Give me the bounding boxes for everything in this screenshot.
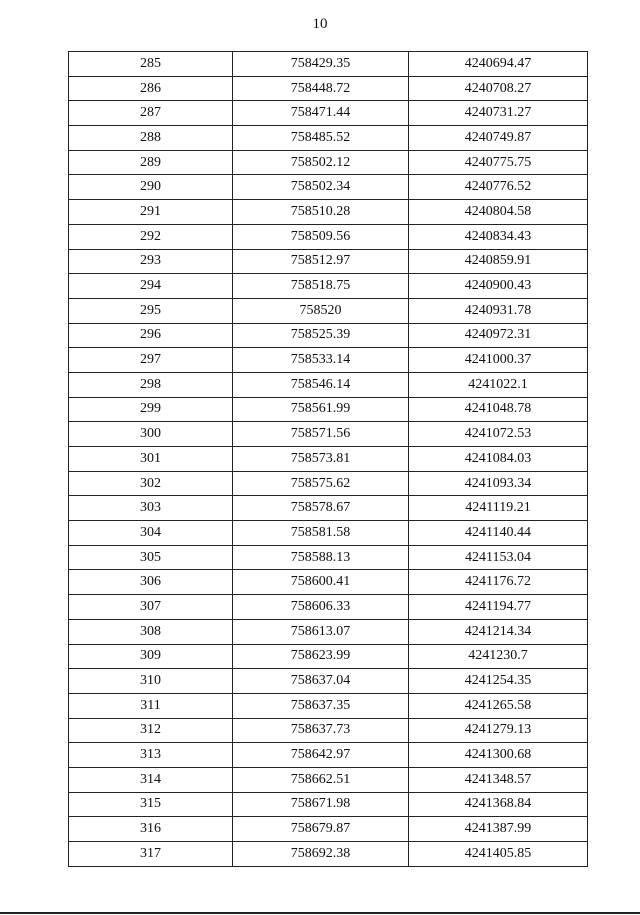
x-coordinate-cell: 758471.44 <box>233 101 409 126</box>
point-number-cell: 302 <box>69 471 233 496</box>
x-coordinate-cell: 758520 <box>233 298 409 323</box>
y-coordinate-cell: 4241214.34 <box>409 619 588 644</box>
y-coordinate-cell: 4241230.7 <box>409 644 588 669</box>
x-coordinate-cell: 758502.12 <box>233 150 409 175</box>
point-number-cell: 293 <box>69 249 233 274</box>
y-coordinate-cell: 4241387.99 <box>409 817 588 842</box>
x-coordinate-cell: 758518.75 <box>233 274 409 299</box>
point-number-cell: 301 <box>69 447 233 472</box>
table-row <box>69 101 588 126</box>
x-coordinate-cell: 758525.39 <box>233 323 409 348</box>
table-row <box>69 126 588 151</box>
table-row <box>69 249 588 274</box>
y-coordinate-cell: 4240972.31 <box>409 323 588 348</box>
x-coordinate-cell: 758613.07 <box>233 619 409 644</box>
point-number-cell: 311 <box>69 693 233 718</box>
point-number-cell: 287 <box>69 101 233 126</box>
x-coordinate-cell: 758692.38 <box>233 842 409 867</box>
y-coordinate-cell: 4241084.03 <box>409 447 588 472</box>
point-number-cell: 299 <box>69 397 233 422</box>
x-coordinate-cell: 758485.52 <box>233 126 409 151</box>
x-coordinate-cell: 758429.35 <box>233 52 409 77</box>
y-coordinate-cell: 4240776.52 <box>409 175 588 200</box>
point-number-cell: 285 <box>69 52 233 77</box>
x-coordinate-cell: 758578.67 <box>233 496 409 521</box>
x-coordinate-cell: 758637.35 <box>233 693 409 718</box>
x-coordinate-cell: 758575.62 <box>233 471 409 496</box>
table-row <box>69 447 588 472</box>
x-coordinate-cell: 758561.99 <box>233 397 409 422</box>
y-coordinate-cell: 4240931.78 <box>409 298 588 323</box>
point-number-cell: 316 <box>69 817 233 842</box>
x-coordinate-cell: 758637.73 <box>233 718 409 743</box>
point-number-cell: 289 <box>69 150 233 175</box>
point-number-cell: 294 <box>69 274 233 299</box>
point-number-cell: 288 <box>69 126 233 151</box>
y-coordinate-cell: 4240834.43 <box>409 224 588 249</box>
table-row <box>69 743 588 768</box>
y-coordinate-cell: 4240775.75 <box>409 150 588 175</box>
point-number-cell: 305 <box>69 545 233 570</box>
y-coordinate-cell: 4240708.27 <box>409 76 588 101</box>
x-coordinate-cell: 758512.97 <box>233 249 409 274</box>
point-number-cell: 308 <box>69 619 233 644</box>
y-coordinate-cell: 4241254.35 <box>409 669 588 694</box>
y-coordinate-cell: 4241140.44 <box>409 521 588 546</box>
point-number-cell: 306 <box>69 570 233 595</box>
table-row <box>69 224 588 249</box>
table-row <box>69 644 588 669</box>
y-coordinate-cell: 4241176.72 <box>409 570 588 595</box>
y-coordinate-cell: 4240859.91 <box>409 249 588 274</box>
point-number-cell: 290 <box>69 175 233 200</box>
y-coordinate-cell: 4241300.68 <box>409 743 588 768</box>
x-coordinate-cell: 758606.33 <box>233 595 409 620</box>
y-coordinate-cell: 4241368.84 <box>409 792 588 817</box>
x-coordinate-cell: 758510.28 <box>233 200 409 225</box>
table-row <box>69 422 588 447</box>
y-coordinate-cell: 4241279.13 <box>409 718 588 743</box>
x-coordinate-cell: 758662.51 <box>233 767 409 792</box>
point-number-cell: 295 <box>69 298 233 323</box>
y-coordinate-cell: 4241072.53 <box>409 422 588 447</box>
x-coordinate-cell: 758502.34 <box>233 175 409 200</box>
x-coordinate-cell: 758679.87 <box>233 817 409 842</box>
x-coordinate-cell: 758448.72 <box>233 76 409 101</box>
y-coordinate-cell: 4240900.43 <box>409 274 588 299</box>
y-coordinate-cell: 4240749.87 <box>409 126 588 151</box>
point-number-cell: 291 <box>69 200 233 225</box>
y-coordinate-cell: 4241194.77 <box>409 595 588 620</box>
y-coordinate-cell: 4241093.34 <box>409 471 588 496</box>
point-number-cell: 300 <box>69 422 233 447</box>
table-row <box>69 669 588 694</box>
y-coordinate-cell: 4241048.78 <box>409 397 588 422</box>
y-coordinate-cell: 4241153.04 <box>409 545 588 570</box>
point-number-cell: 303 <box>69 496 233 521</box>
scan-edge-line <box>0 912 640 914</box>
table-row <box>69 76 588 101</box>
coordinate-table <box>68 51 588 867</box>
table-row <box>69 570 588 595</box>
y-coordinate-cell: 4241265.58 <box>409 693 588 718</box>
point-number-cell: 317 <box>69 842 233 867</box>
x-coordinate-cell: 758571.56 <box>233 422 409 447</box>
point-number-cell: 312 <box>69 718 233 743</box>
table-row <box>69 274 588 299</box>
table-row <box>69 397 588 422</box>
y-coordinate-cell: 4241119.21 <box>409 496 588 521</box>
point-number-cell: 304 <box>69 521 233 546</box>
page-number: 10 <box>312 16 328 32</box>
table-row <box>69 496 588 521</box>
point-number-cell: 307 <box>69 595 233 620</box>
point-number-cell: 310 <box>69 669 233 694</box>
point-number-cell: 313 <box>69 743 233 768</box>
table-row <box>69 298 588 323</box>
x-coordinate-cell: 758588.13 <box>233 545 409 570</box>
table-row <box>69 842 588 867</box>
x-coordinate-cell: 758581.58 <box>233 521 409 546</box>
table-row <box>69 521 588 546</box>
table-row <box>69 817 588 842</box>
table-row <box>69 471 588 496</box>
x-coordinate-cell: 758671.98 <box>233 792 409 817</box>
table-row <box>69 693 588 718</box>
point-number-cell: 292 <box>69 224 233 249</box>
table-row <box>69 792 588 817</box>
table-row <box>69 200 588 225</box>
x-coordinate-cell: 758623.99 <box>233 644 409 669</box>
table-row <box>69 595 588 620</box>
y-coordinate-cell: 4240694.47 <box>409 52 588 77</box>
x-coordinate-cell: 758637.04 <box>233 669 409 694</box>
point-number-cell: 298 <box>69 372 233 397</box>
point-number-cell: 309 <box>69 644 233 669</box>
y-coordinate-cell: 4241022.1 <box>409 372 588 397</box>
point-number-cell: 296 <box>69 323 233 348</box>
table-row <box>69 323 588 348</box>
y-coordinate-cell: 4240804.58 <box>409 200 588 225</box>
x-coordinate-cell: 758533.14 <box>233 348 409 373</box>
table-row <box>69 52 588 77</box>
table-row <box>69 150 588 175</box>
coordinate-table-body <box>69 52 588 867</box>
y-coordinate-cell: 4241000.37 <box>409 348 588 373</box>
x-coordinate-cell: 758509.56 <box>233 224 409 249</box>
point-number-cell: 297 <box>69 348 233 373</box>
x-coordinate-cell: 758573.81 <box>233 447 409 472</box>
y-coordinate-cell: 4241405.85 <box>409 842 588 867</box>
table-row <box>69 348 588 373</box>
point-number-cell: 315 <box>69 792 233 817</box>
y-coordinate-cell: 4240731.27 <box>409 101 588 126</box>
x-coordinate-cell: 758546.14 <box>233 372 409 397</box>
point-number-cell: 286 <box>69 76 233 101</box>
table-row <box>69 372 588 397</box>
table-row <box>69 767 588 792</box>
table-row <box>69 619 588 644</box>
table-row <box>69 175 588 200</box>
y-coordinate-cell: 4241348.57 <box>409 767 588 792</box>
x-coordinate-cell: 758600.41 <box>233 570 409 595</box>
table-row <box>69 718 588 743</box>
table-row <box>69 545 588 570</box>
x-coordinate-cell: 758642.97 <box>233 743 409 768</box>
point-number-cell: 314 <box>69 767 233 792</box>
